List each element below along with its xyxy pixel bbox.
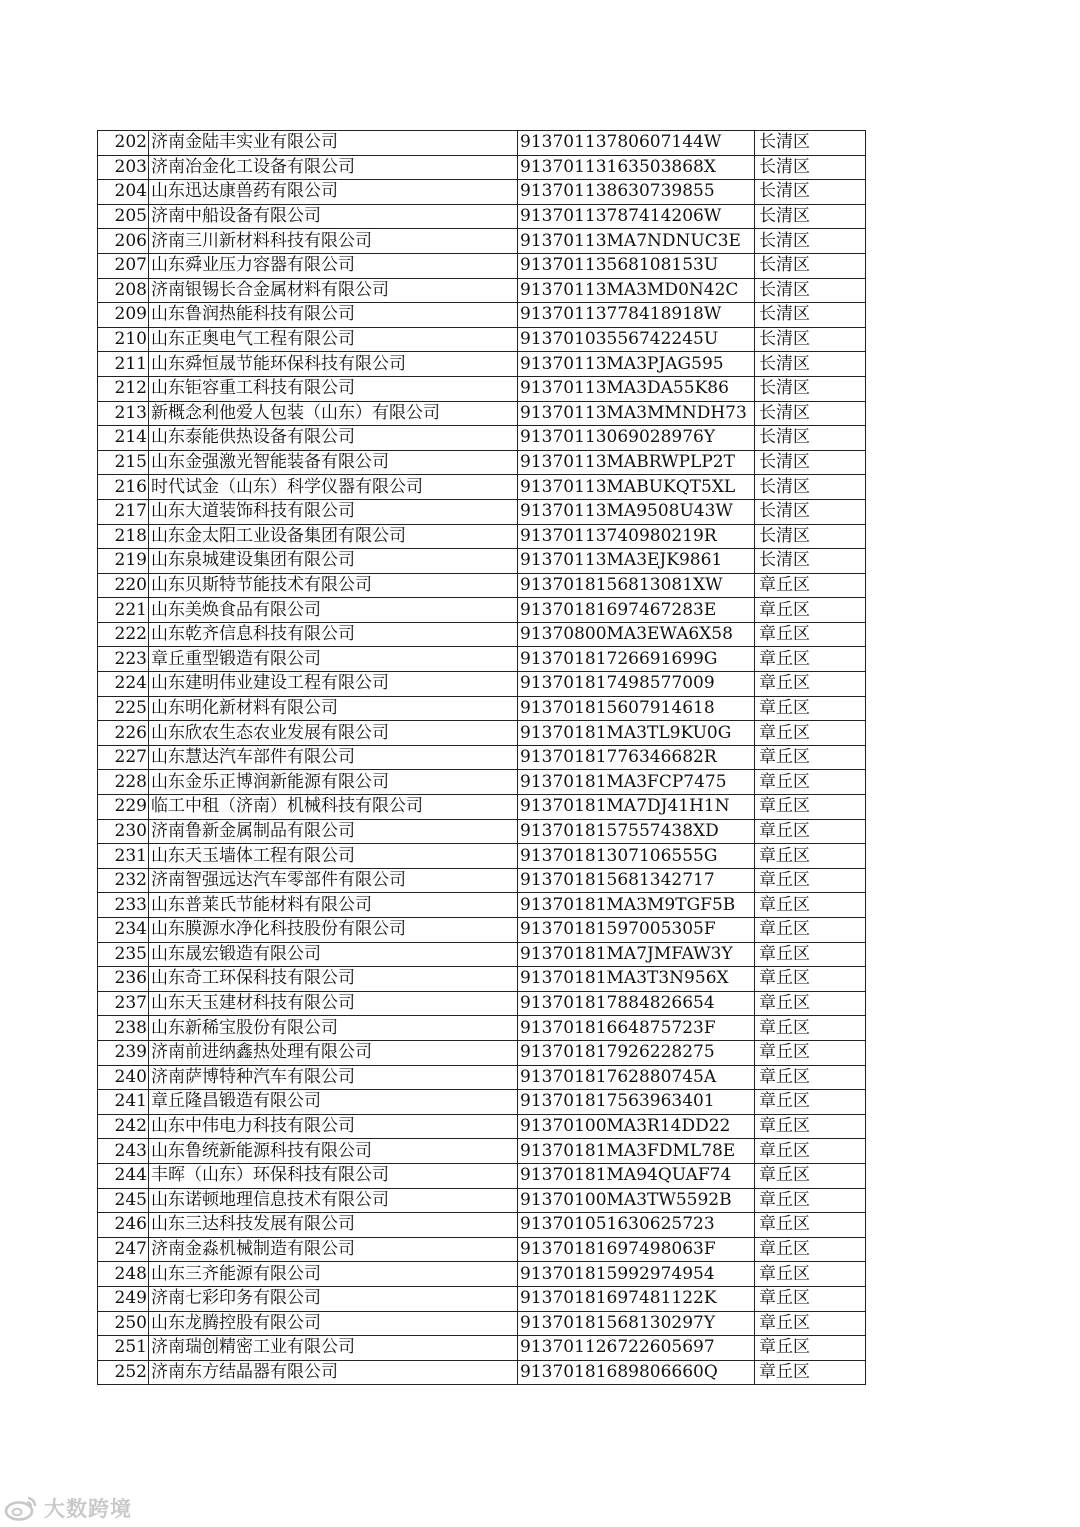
district-cell: 章丘区 [755,918,866,943]
district-cell: 长清区 [755,229,866,254]
row-number-cell: 216 [98,475,149,500]
row-number-cell: 209 [98,303,149,328]
credit-code-cell: 91370181MA3M9TGF5B [518,893,755,918]
district-cell: 章丘区 [755,1188,866,1213]
credit-code-cell: 91370113MA7NDNUC3E [518,229,755,254]
credit-code-cell: 91370113MA3MMNDH73 [518,401,755,426]
row-number-cell: 206 [98,229,149,254]
company-name-cell: 时代试金（山东）科学仪器有限公司 [149,475,518,500]
table-row [98,475,866,500]
table-row [98,253,866,278]
company-name-cell: 山东明化新材料有限公司 [149,696,518,721]
row-number-cell: 217 [98,499,149,524]
table-row [98,278,866,303]
row-number-cell: 249 [98,1286,149,1311]
district-cell: 章丘区 [755,1090,866,1115]
row-number-cell: 211 [98,352,149,377]
credit-code-cell: 91370181597005305F [518,918,755,943]
table-row [98,1213,866,1238]
table-row [98,303,866,328]
table-row [98,918,866,943]
district-cell: 章丘区 [755,1163,866,1188]
company-name-cell: 济南金淼机械制造有限公司 [149,1237,518,1262]
credit-code-cell: 91370181697481122K [518,1286,755,1311]
district-cell: 章丘区 [755,598,866,623]
table-row [98,1311,866,1336]
district-cell: 章丘区 [755,868,866,893]
company-name-cell: 临工中租（济南）机械科技有限公司 [149,795,518,820]
row-number-cell: 220 [98,573,149,598]
credit-code-cell: 913701051630625723 [518,1213,755,1238]
credit-code-cell: 913701817926228275 [518,1040,755,1065]
company-name-cell: 山东新稀宝股份有限公司 [149,1016,518,1041]
row-number-cell: 251 [98,1336,149,1361]
table-row [98,795,866,820]
district-cell: 章丘区 [755,1016,866,1041]
credit-code-cell: 91370113568108153U [518,253,755,278]
table-row [98,1360,866,1385]
credit-code-cell: 91370181307106555G [518,844,755,869]
company-name-cell: 山东三达科技发展有限公司 [149,1213,518,1238]
row-number-cell: 210 [98,327,149,352]
credit-code-cell: 91370181MA7JMFAW3Y [518,942,755,967]
company-name-cell: 山东贝斯特节能技术有限公司 [149,573,518,598]
row-number-cell: 221 [98,598,149,623]
credit-code-cell: 91370113MA9508U43W [518,499,755,524]
company-name-cell: 济南金陆丰实业有限公司 [149,131,518,156]
district-cell: 长清区 [755,352,866,377]
company-name-cell: 山东舜恒晟节能环保科技有限公司 [149,352,518,377]
table-row [98,844,866,869]
credit-code-cell: 913701815607914618 [518,696,755,721]
row-number-cell: 215 [98,450,149,475]
company-name-cell: 新概念利他爱人包装（山东）有限公司 [149,401,518,426]
district-cell: 章丘区 [755,1336,866,1361]
table-row [98,229,866,254]
row-number-cell: 248 [98,1262,149,1287]
company-name-cell: 山东天玉建材科技有限公司 [149,991,518,1016]
credit-code-cell: 91370181MA3FCP7475 [518,770,755,795]
company-name-cell: 山东膜源水净化科技股份有限公司 [149,918,518,943]
credit-code-cell: 91370113163503868X [518,155,755,180]
credit-code-cell: 91370800MA3EWA6X58 [518,622,755,647]
company-name-cell: 山东鲁润热能科技有限公司 [149,303,518,328]
company-name-cell: 山东慧达汽车部件有限公司 [149,745,518,770]
company-name-cell: 济南瑞创精密工业有限公司 [149,1336,518,1361]
row-number-cell: 242 [98,1114,149,1139]
row-number-cell: 250 [98,1311,149,1336]
district-cell: 章丘区 [755,622,866,647]
table-row [98,598,866,623]
row-number-cell: 218 [98,524,149,549]
table-row [98,991,866,1016]
row-number-cell: 226 [98,721,149,746]
row-number-cell: 202 [98,131,149,156]
row-number-cell: 232 [98,868,149,893]
table-row [98,401,866,426]
district-cell: 章丘区 [755,1237,866,1262]
table-row [98,967,866,992]
credit-code-cell: 9137018156813081XW [518,573,755,598]
company-name-cell: 济南智强远达汽车零部件有限公司 [149,868,518,893]
table-row [98,426,866,451]
table-row [98,893,866,918]
row-number-cell: 239 [98,1040,149,1065]
credit-code-cell: 913701138630739855 [518,180,755,205]
credit-code-cell: 913701817498577009 [518,672,755,697]
company-name-cell: 济南冶金化工设备有限公司 [149,155,518,180]
company-name-cell: 山东晟宏锻造有限公司 [149,942,518,967]
credit-code-cell: 913701817884826654 [518,991,755,1016]
company-name-cell: 山东美焕食品有限公司 [149,598,518,623]
credit-code-cell: 91370181762880745A [518,1065,755,1090]
credit-code-cell: 91370181689806660Q [518,1360,755,1385]
credit-code-cell: 91370181568130297Y [518,1311,755,1336]
row-number-cell: 213 [98,401,149,426]
row-number-cell: 208 [98,278,149,303]
table-row [98,573,866,598]
row-number-cell: 247 [98,1237,149,1262]
company-name-cell: 山东钜容重工科技有限公司 [149,376,518,401]
district-cell: 章丘区 [755,967,866,992]
table-row [98,1065,866,1090]
credit-code-cell: 913701815681342717 [518,868,755,893]
credit-code-cell: 91370181MA3TL9KU0G [518,721,755,746]
district-cell: 长清区 [755,426,866,451]
table-row [98,499,866,524]
row-number-cell: 252 [98,1360,149,1385]
row-number-cell: 214 [98,426,149,451]
credit-code-cell: 913701815992974954 [518,1262,755,1287]
company-name-cell: 山东迅达康兽药有限公司 [149,180,518,205]
credit-code-cell: 91370181MA3FDML78E [518,1139,755,1164]
district-cell: 章丘区 [755,573,866,598]
district-cell: 长清区 [755,303,866,328]
credit-code-cell: 913701126722605697 [518,1336,755,1361]
company-name-cell: 山东泉城建设集团有限公司 [149,549,518,574]
table-body [98,131,866,1385]
credit-code-cell: 91370113MA3MD0N42C [518,278,755,303]
table-row [98,1188,866,1213]
company-name-cell: 山东欣农生态农业发展有限公司 [149,721,518,746]
table-row [98,745,866,770]
table-row [98,819,866,844]
credit-code-cell: 91370113MA3PJAG595 [518,352,755,377]
district-cell: 长清区 [755,376,866,401]
district-cell: 章丘区 [755,745,866,770]
table-row [98,524,866,549]
table-row [98,770,866,795]
company-name-cell: 山东鲁统新能源科技有限公司 [149,1139,518,1164]
company-name-cell: 山东奇工环保科技有限公司 [149,967,518,992]
row-number-cell: 234 [98,918,149,943]
district-cell: 章丘区 [755,819,866,844]
district-cell: 长清区 [755,278,866,303]
credit-code-cell: 913701817563963401 [518,1090,755,1115]
district-cell: 长清区 [755,401,866,426]
row-number-cell: 238 [98,1016,149,1041]
company-name-cell: 山东建明伟业建设工程有限公司 [149,672,518,697]
row-number-cell: 230 [98,819,149,844]
row-number-cell: 227 [98,745,149,770]
table-row [98,131,866,156]
table-row [98,1040,866,1065]
district-cell: 章丘区 [755,795,866,820]
company-name-cell: 章丘隆昌锻造有限公司 [149,1090,518,1115]
row-number-cell: 236 [98,967,149,992]
table-row [98,1114,866,1139]
company-name-cell: 山东金乐正博润新能源有限公司 [149,770,518,795]
credit-code-cell: 91370113787414206W [518,204,755,229]
row-number-cell: 228 [98,770,149,795]
district-cell: 章丘区 [755,1065,866,1090]
row-number-cell: 203 [98,155,149,180]
credit-code-cell: 91370100MA3R14DD22 [518,1114,755,1139]
table-row [98,1237,866,1262]
table-row [98,204,866,229]
row-number-cell: 229 [98,795,149,820]
company-name-cell: 章丘重型锻造有限公司 [149,647,518,672]
district-cell: 长清区 [755,180,866,205]
table-row [98,942,866,967]
district-cell: 章丘区 [755,1114,866,1139]
district-cell: 章丘区 [755,893,866,918]
row-number-cell: 243 [98,1139,149,1164]
company-name-cell: 济南鲁新金属制品有限公司 [149,819,518,844]
credit-code-cell: 91370113780607144W [518,131,755,156]
company-name-cell: 山东天玉墙体工程有限公司 [149,844,518,869]
table-row [98,376,866,401]
district-cell: 章丘区 [755,672,866,697]
district-cell: 章丘区 [755,1213,866,1238]
credit-code-cell: 91370181MA94QUAF74 [518,1163,755,1188]
district-cell: 长清区 [755,549,866,574]
district-cell: 长清区 [755,524,866,549]
company-name-cell: 山东泰能供热设备有限公司 [149,426,518,451]
company-name-cell: 山东普莱氏节能材料有限公司 [149,893,518,918]
company-name-cell: 济南中船设备有限公司 [149,204,518,229]
row-number-cell: 204 [98,180,149,205]
table-row [98,1139,866,1164]
district-cell: 章丘区 [755,721,866,746]
company-name-cell: 山东金强激光智能装备有限公司 [149,450,518,475]
credit-code-cell: 91370113MA3EJK9861 [518,549,755,574]
credit-code-cell: 91370113778418918W [518,303,755,328]
district-cell: 章丘区 [755,647,866,672]
district-cell: 章丘区 [755,1040,866,1065]
row-number-cell: 241 [98,1090,149,1115]
credit-code-cell: 91370181697498063F [518,1237,755,1262]
company-name-cell: 山东诺顿地理信息技术有限公司 [149,1188,518,1213]
credit-code-cell: 91370103556742245U [518,327,755,352]
company-name-cell: 山东金太阳工业设备集团有限公司 [149,524,518,549]
row-number-cell: 231 [98,844,149,869]
weibo-logo-icon [4,1495,38,1521]
district-cell: 章丘区 [755,1139,866,1164]
district-cell: 章丘区 [755,770,866,795]
table-row [98,647,866,672]
credit-code-cell: 91370113MABRWPLP2T [518,450,755,475]
credit-code-cell: 9137018157557438XD [518,819,755,844]
district-cell: 章丘区 [755,1286,866,1311]
credit-code-cell: 91370113MA3DA55K86 [518,376,755,401]
row-number-cell: 245 [98,1188,149,1213]
company-name-cell: 山东乾齐信息科技有限公司 [149,622,518,647]
district-cell: 长清区 [755,327,866,352]
district-cell: 章丘区 [755,1311,866,1336]
table-row [98,180,866,205]
row-number-cell: 225 [98,696,149,721]
credit-code-cell: 91370181697467283E [518,598,755,623]
table-row [98,1016,866,1041]
district-cell: 长清区 [755,204,866,229]
company-name-cell: 丰晖（山东）环保科技有限公司 [149,1163,518,1188]
credit-code-cell: 91370181MA3T3N956X [518,967,755,992]
district-cell: 长清区 [755,475,866,500]
row-number-cell: 244 [98,1163,149,1188]
credit-code-cell: 91370113740980219R [518,524,755,549]
company-name-cell: 山东三齐能源有限公司 [149,1262,518,1287]
district-cell: 章丘区 [755,1360,866,1385]
credit-code-cell: 91370113MABUKQT5XL [518,475,755,500]
company-name-cell: 济南东方结晶器有限公司 [149,1360,518,1385]
company-name-cell: 济南萨博特种汽车有限公司 [149,1065,518,1090]
table-row [98,1090,866,1115]
district-cell: 章丘区 [755,1262,866,1287]
table-row [98,549,866,574]
table-row [98,1262,866,1287]
district-cell: 长清区 [755,253,866,278]
district-cell: 长清区 [755,155,866,180]
table-row [98,155,866,180]
credit-code-cell: 91370181726691699G [518,647,755,672]
row-number-cell: 212 [98,376,149,401]
row-number-cell: 205 [98,204,149,229]
table-row [98,1163,866,1188]
district-cell: 章丘区 [755,696,866,721]
district-cell: 长清区 [755,450,866,475]
row-number-cell: 246 [98,1213,149,1238]
table-row [98,352,866,377]
watermark-text: 大数跨境 [44,1497,132,1521]
row-number-cell: 223 [98,647,149,672]
company-name-cell: 济南银锡长合金属材料有限公司 [149,278,518,303]
row-number-cell: 222 [98,622,149,647]
company-name-cell: 济南前进纳鑫热处理有限公司 [149,1040,518,1065]
credit-code-cell: 91370181776346682R [518,745,755,770]
credit-code-cell: 91370181MA7DJ41H1N [518,795,755,820]
company-name-cell: 山东中伟电力科技有限公司 [149,1114,518,1139]
company-name-cell: 济南三川新材料科技有限公司 [149,229,518,254]
table-row [98,1286,866,1311]
district-cell: 章丘区 [755,942,866,967]
row-number-cell: 235 [98,942,149,967]
row-number-cell: 233 [98,893,149,918]
district-cell: 长清区 [755,131,866,156]
table-row [98,721,866,746]
company-name-cell: 山东大道装饰科技有限公司 [149,499,518,524]
credit-code-cell: 91370100MA3TW5592B [518,1188,755,1213]
company-name-cell: 山东舜业压力容器有限公司 [149,253,518,278]
company-name-cell: 山东龙腾控股有限公司 [149,1311,518,1336]
table-row [98,1336,866,1361]
table-row [98,622,866,647]
table-row [98,672,866,697]
table-row [98,696,866,721]
credit-code-cell: 91370181664875723F [518,1016,755,1041]
credit-code-cell: 91370113069028976Y [518,426,755,451]
row-number-cell: 207 [98,253,149,278]
district-cell: 长清区 [755,499,866,524]
district-cell: 章丘区 [755,991,866,1016]
row-number-cell: 237 [98,991,149,1016]
company-list-table [97,130,866,1385]
table-row [98,450,866,475]
row-number-cell: 240 [98,1065,149,1090]
company-name-cell: 山东正奥电气工程有限公司 [149,327,518,352]
row-number-cell: 224 [98,672,149,697]
watermark [4,1492,132,1524]
district-cell: 章丘区 [755,844,866,869]
table-row [98,868,866,893]
table-row [98,327,866,352]
company-name-cell: 济南七彩印务有限公司 [149,1286,518,1311]
row-number-cell: 219 [98,549,149,574]
